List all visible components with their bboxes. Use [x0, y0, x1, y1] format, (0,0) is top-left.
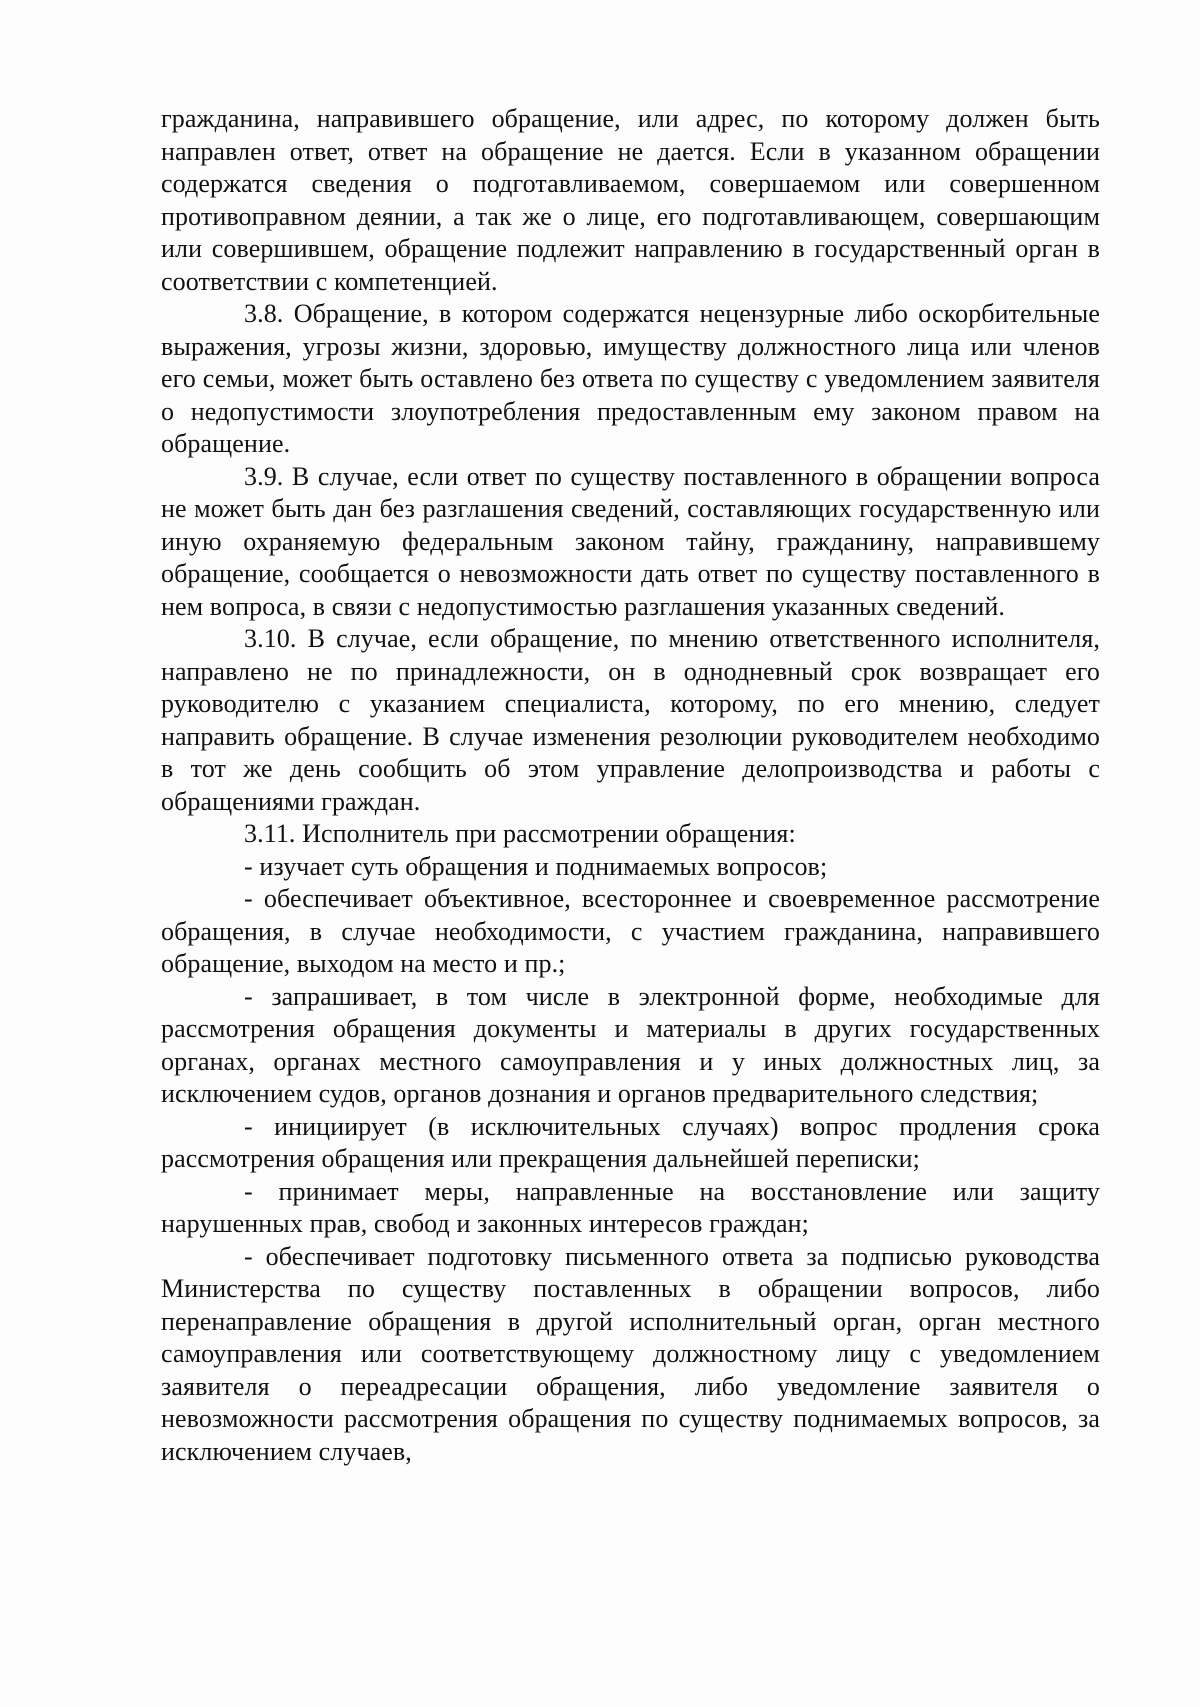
- paragraph-3-8: 3.8. Обращение, в котором содержатся нецензурные либо оскорбительные выражения, угрозы жизни, здоровью, имуществу должностного лица или членов его семьи, может быть оставлено без ответа по существу с уведомлением заявителя о недопустимости злоупотребления предоставленным ему законом правом на обращение.: [161, 299, 1100, 458]
- list-item-request-documents: - запрашивает, в том числе в электронной форме, необходимые для рассмотрения обращения документы и материалы в других государственных органах, органах местного самоуправления и у иных должностных лиц, за исключением судов, органов дознания и органов предварительного следствия;: [161, 981, 1100, 1108]
- list-item-restore-rights: - принимает меры, направленные на восстановление или защиту нарушенных прав, свобод и законных интересов граждан;: [161, 1176, 1100, 1238]
- list-item-study: - изучает суть обращения и поднимаемых вопросов;: [244, 851, 828, 881]
- paragraph-3-9: 3.9. В случае, если ответ по существу поставленного в обращении вопроса не может быть дан без разглашения сведений, составляющих государственную или иную охраняемую федеральным законом тайну, гражданину, направившему обращение, сообщается о невозможности дать ответ по существу поставленного в нем вопроса, в связи с недопустимостью разглашения указанных сведений.: [161, 461, 1100, 621]
- paragraph-3-11: 3.11. Исполнитель при рассмотрении обращения:: [244, 819, 796, 848]
- paragraph-continuation: гражданина, направившего обращение, или адрес, по которому должен быть направлен ответ, ответ на обращение не дается. Если в указанном обращении содержатся сведения о подготавливаемом, совершаемом или совершенном противоправном деянии, а так же о лице, его подготавливающем, совершающим или совершившем, обращение подлежит направлению в государственный орган в соответствии с компетенцией.: [161, 104, 1100, 296]
- paragraph-3-10: 3.10. В случае, если обращение, по мнению ответственного исполнителя, направлено не по принадлежности, он в однодневный срок возвращает его руководителю с указанием специалиста, которому, по его мнению, следует направить обращение. В случае изменения резолюции руководителем необходимо в тот же день сообщить об этом управление делопроизводства и работы с обращениями граждан.: [161, 624, 1100, 816]
- list-item-ensure-review: - обеспечивает объективное, всестороннее и своевременное рассмотрение обращения, в случае необходимости, с участием гражданина, направившего обращение, выходом на место и пр.;: [161, 884, 1100, 978]
- list-item-prepare-answer: - обеспечивает подготовку письменного ответа за подписью руководства Министерства по существу поставленных в обращении вопросов, либо перенаправление обращения в другой исполнительный орган, орган местного самоуправления или соответствующему должностному лицу с уведомлением заявителя о переадресации обращения, либо уведомление заявителя о невозможности рассмотрения обращения по существу поднимаемых вопросов, за исключением случаев,: [161, 1241, 1100, 1466]
- list-item-extend-term: - инициирует (в исключительных случаях) вопрос продления срока рассмотрения обращения или прекращения дальнейшей переписки;: [161, 1111, 1100, 1173]
- document-body: [161, 103, 1100, 1468]
